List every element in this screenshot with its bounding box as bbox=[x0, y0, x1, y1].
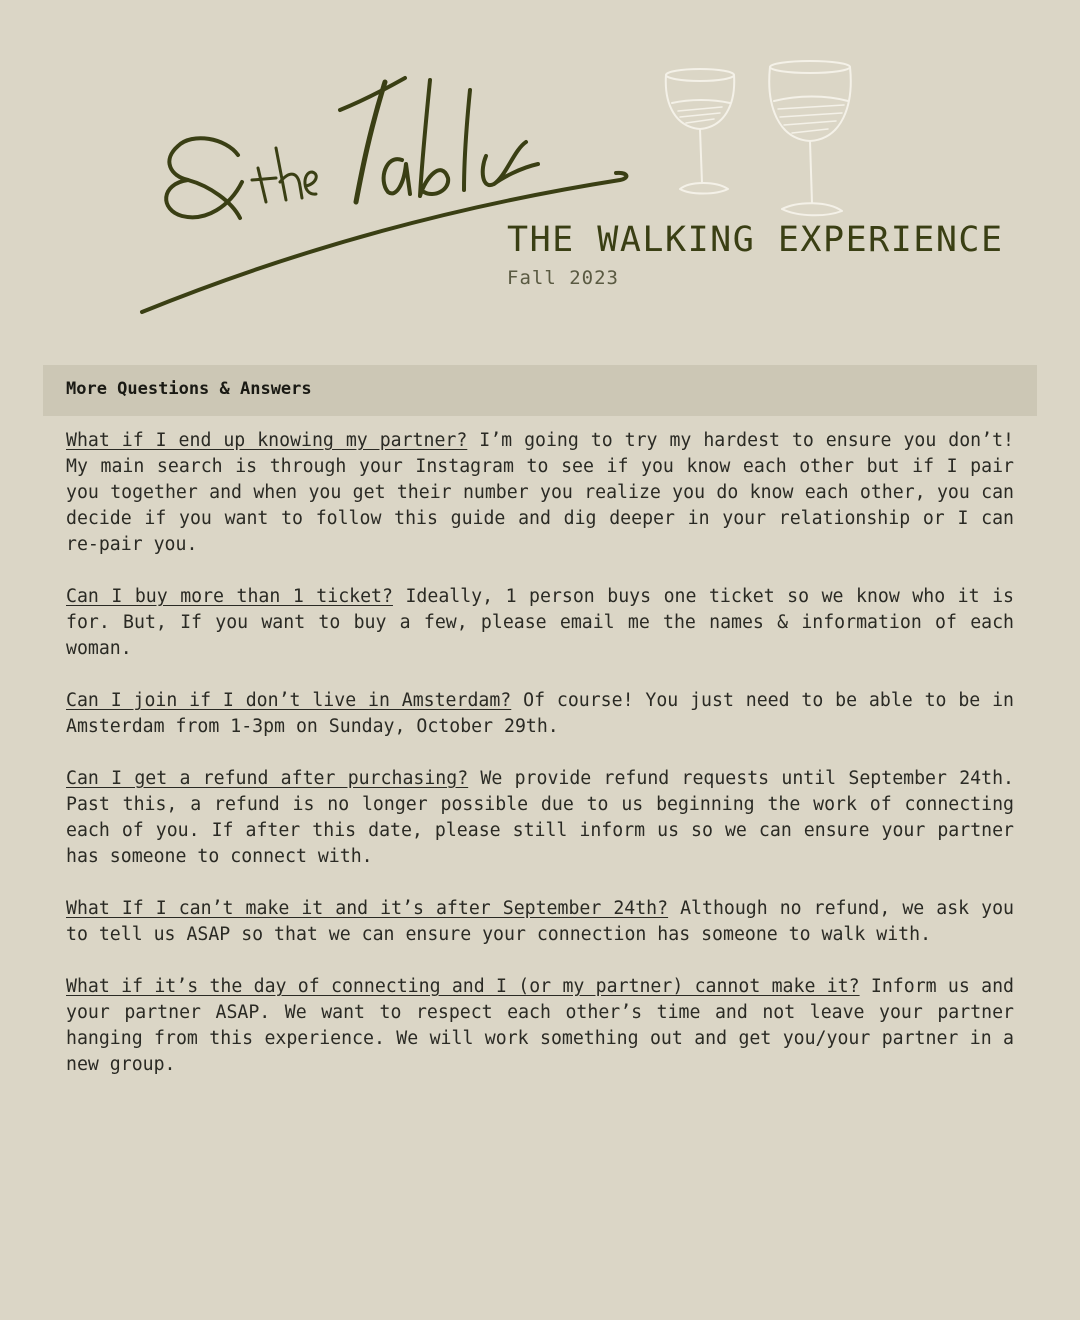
season-subtitle: Fall 2023 bbox=[507, 267, 619, 289]
faq-answer: Of course! You just need to be able to be in Amsterdam from 1-3pm on Sunday, October 29th. bbox=[66, 690, 1014, 737]
faq-answer: Inform us and your partner ASAP. We want to respect each other’s time and not leave your partner hanging from this experience. We will work something out and get you/your partner in a new group. bbox=[66, 976, 1014, 1075]
faq-item bbox=[66, 896, 1014, 948]
faq-answer: We provide refund requests until September 24th. Past this, a refund is no longer possible due to us beginning the work of connecting each of you. If after this date, please still inform us so we can ensure your partner has someone to connect with. bbox=[66, 768, 1014, 867]
faq-item bbox=[66, 584, 1014, 662]
faq-item bbox=[66, 428, 1014, 558]
page-title: THE WALKING EXPERIENCE bbox=[507, 220, 1004, 260]
faq-list bbox=[66, 428, 1014, 1104]
and-the-table-logo bbox=[130, 60, 650, 330]
faq-answer: I’m going to try my hardest to ensure you don’t! My main search is through your Instagram to see if you know each other but if I pair you together and when you get their number you realize you do know each other, you can decide if you want to follow this guide and dig deeper in your relationship or I can re-pair you. bbox=[66, 430, 1014, 555]
wine-glasses-illustration bbox=[650, 55, 870, 225]
faq-question: Can I join if I don’t live in Amsterdam? bbox=[66, 690, 512, 711]
section-header bbox=[43, 365, 1037, 416]
faq-item bbox=[66, 766, 1014, 870]
faq-item bbox=[66, 688, 1014, 740]
faq-question: What if I end up knowing my partner? bbox=[66, 430, 468, 451]
section-title: More Questions & Answers bbox=[66, 379, 312, 399]
faq-question: What if it’s the day of connecting and I (or my partner) cannot make it? bbox=[66, 976, 860, 997]
faq-question: Can I buy more than 1 ticket? bbox=[66, 586, 393, 607]
faq-answer: Although no refund, we ask you to tell us ASAP so that we can ensure your connection has someone to walk with. bbox=[66, 898, 1014, 945]
faq-item bbox=[66, 974, 1014, 1078]
faq-answer: Ideally, 1 person buys one ticket so we know who it is for. But, If you want to buy a few, please email me the names & information of each woman. bbox=[66, 586, 1014, 659]
header bbox=[0, 0, 1080, 340]
faq-question: What If I can’t make it and it’s after September 24th? bbox=[66, 898, 669, 919]
faq-question: Can I get a refund after purchasing? bbox=[66, 768, 469, 789]
